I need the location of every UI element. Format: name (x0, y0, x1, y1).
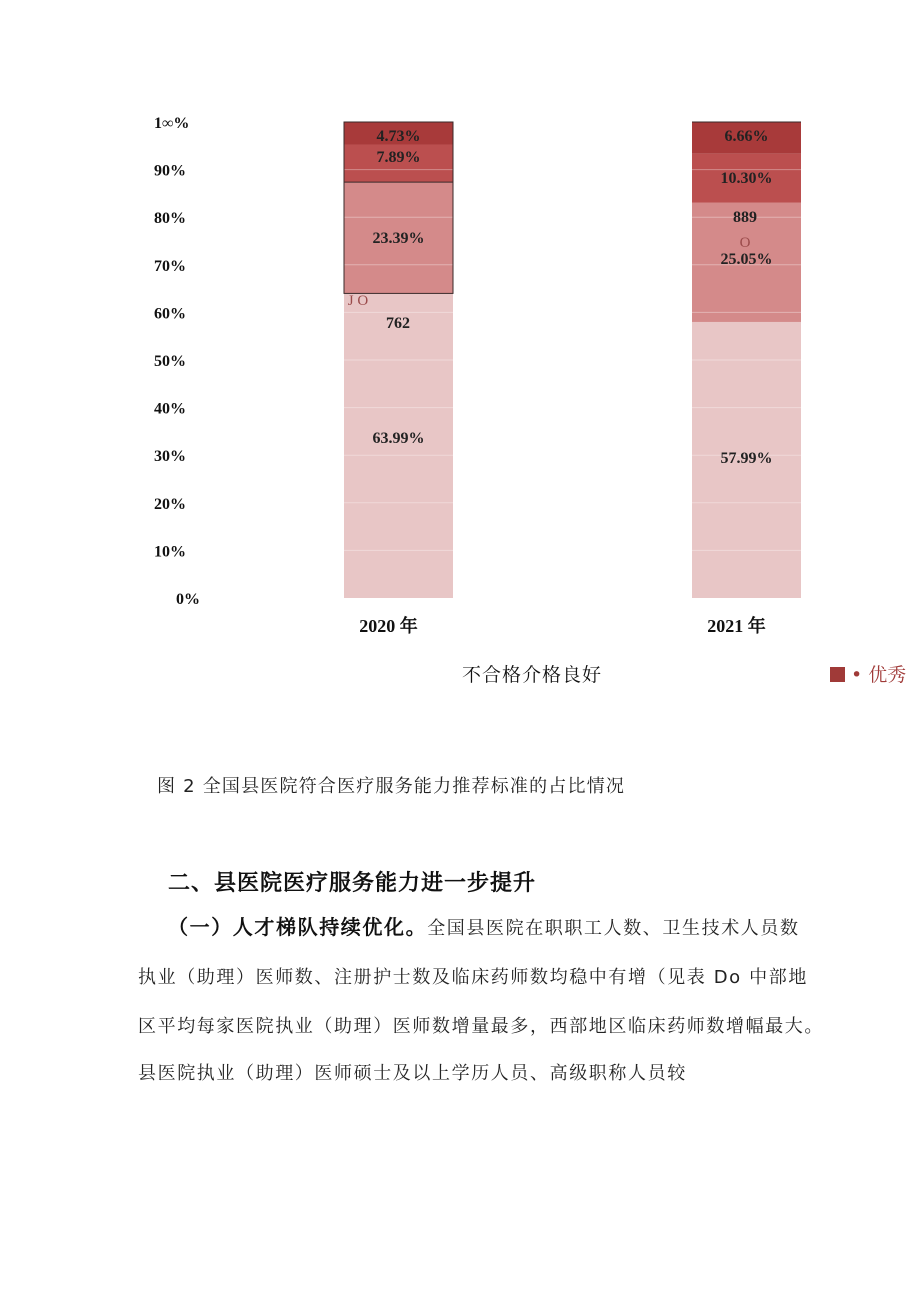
data-label: 889 (733, 209, 757, 226)
data-label: 63.99% (372, 430, 425, 447)
x-tick-label: 2020 年 (359, 616, 418, 636)
y-tick-label: 40% (154, 400, 186, 418)
data-label: 762 (386, 315, 410, 332)
paragraph-lead: （一）人才梯队持续优化。 (168, 915, 428, 939)
legend-excellent (830, 660, 906, 687)
y-tick-label: 80% (154, 210, 186, 228)
data-label: 23.39% (372, 230, 425, 247)
y-tick-label: 50% (154, 353, 186, 370)
data-label: J O (347, 293, 369, 309)
paragraph-line-1-text: 全国县医院在职职工人数、卫生技术人员数 (427, 918, 800, 939)
y-tick-label: 10% (154, 543, 186, 561)
data-label: 6.66% (724, 128, 769, 145)
legend-excellent-label: • 优秀 (851, 664, 907, 686)
stacked-bar-chart (0, 0, 920, 640)
data-label: 57.99% (720, 450, 773, 467)
data-label: 10.30% (720, 170, 773, 187)
x-tick-label: 2021 年 (707, 616, 766, 636)
data-label: O (739, 235, 751, 251)
paragraph-line-3: 区平均每家医院执业（助理）医师数增量最多，西部地区临床药师数增幅最大。 (138, 1016, 824, 1037)
section-heading: 二、县医院医疗服务能力进一步提升 (168, 871, 537, 896)
legend-categories: 不合格介格良好 (462, 664, 603, 686)
legend-swatch-excellent (830, 667, 845, 682)
y-tick-label: 1∞% (154, 115, 190, 132)
y-tick-label: 30% (154, 448, 186, 466)
y-tick-label: 70% (154, 257, 186, 275)
data-label: 4.73% (376, 128, 421, 145)
data-label: 25.05% (720, 251, 773, 268)
data-label: 7.89% (376, 149, 421, 166)
figure-caption: 图 2 全国县医院符合医疗服务能力推荐标准的占比情况 (157, 776, 626, 797)
paragraph-line-2: 执业（助理）医师数、注册护士数及临床药师数均稳中有增（见表 Do 中部地 (138, 967, 808, 988)
paragraph-line-1 (168, 905, 920, 951)
y-tick-label: 0% (176, 591, 200, 608)
y-tick-label: 90% (154, 162, 186, 180)
paragraph-line-4: 县医院执业（助理）医师硕士及以上学历人员、高级职称人员较 (138, 1063, 687, 1084)
y-tick-label: 20% (154, 495, 186, 513)
y-tick-label: 60% (154, 305, 186, 323)
